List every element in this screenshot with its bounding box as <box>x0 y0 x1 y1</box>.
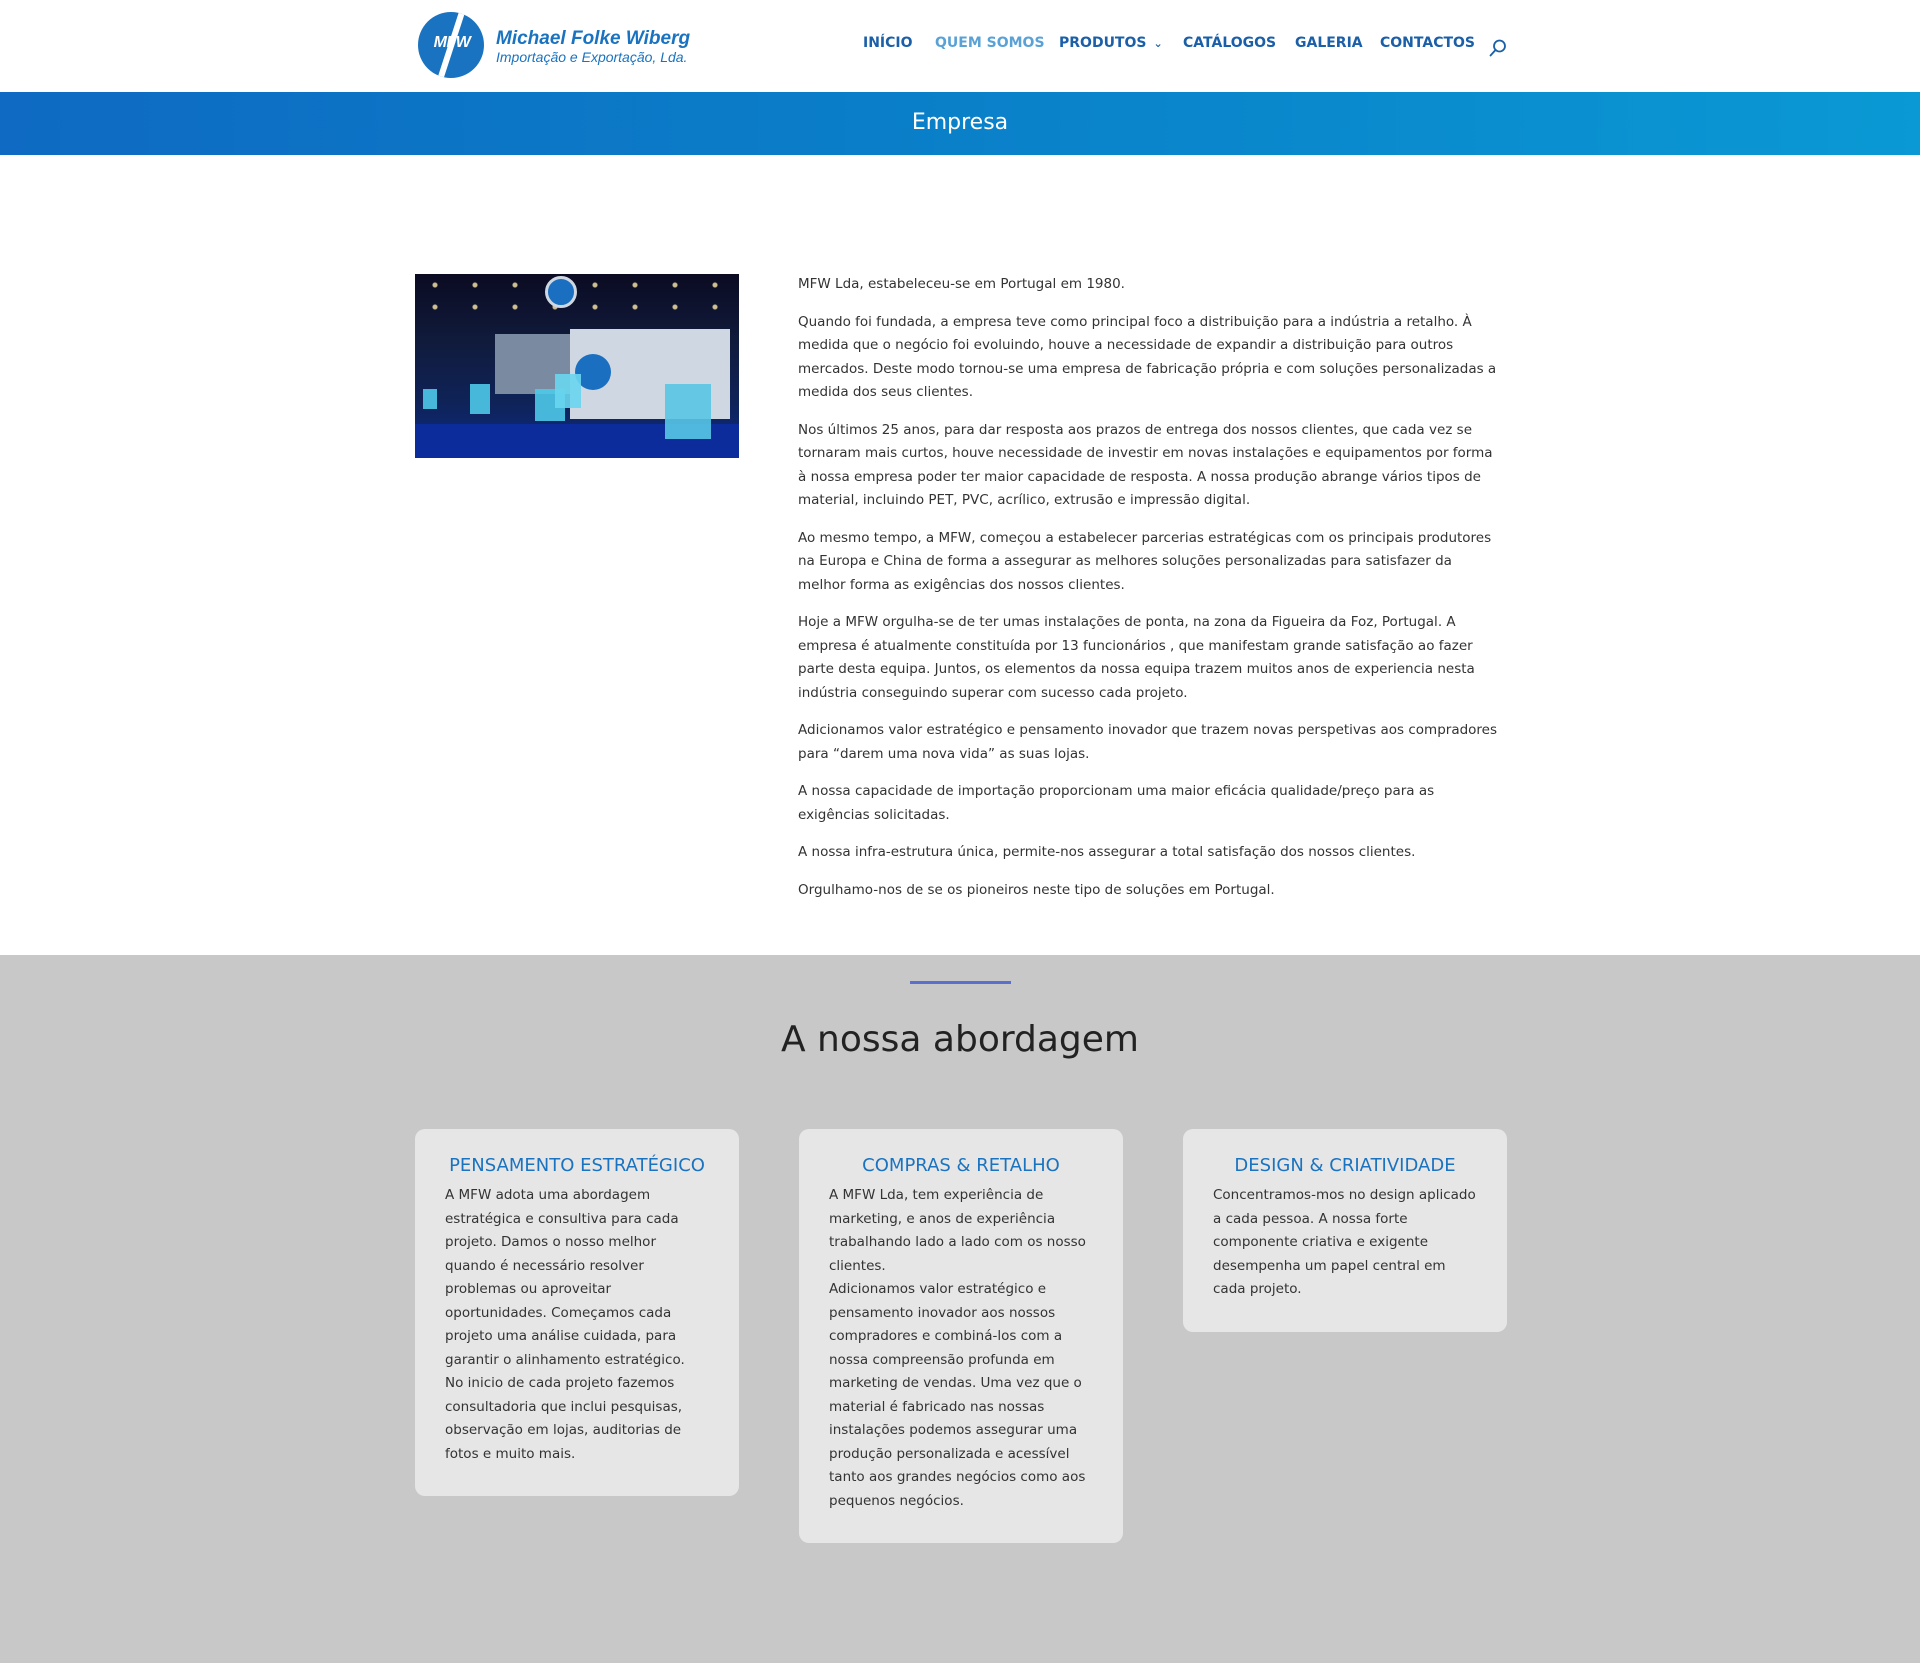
company-paragraph: Ao mesmo tempo, a MFW, começou a estabelecer parcerias estratégicas com os principais produtores na Europa e China de forma a assegurar as melhores soluções personalizadas para satisfazer da melhor forma as exigências dos nossos clientes. <box>798 529 1492 593</box>
card-text: Adicionamos valor estratégico e pensamento inovador aos nossos compradores e combiná-los com a nossa compreensão profunda em marketing de vendas. Uma vez que o material é fabricado nas nossas instalações podemos assegurar uma produção personalizada e acessível tanto aos grandes negócios como aos pequenos negócios. <box>829 1281 1086 1509</box>
company-section <box>0 155 1920 955</box>
hanging-logo-icon <box>545 276 577 308</box>
section-divider <box>910 981 1011 984</box>
company-paragraph: MFW Lda, estabeleceu-se em Portugal em 1980. <box>798 276 1125 292</box>
company-paragraph: A nossa infra-estrutura única, permite-nos assegurar a total satisfação dos nossos clientes. <box>798 844 1416 860</box>
card-title: COMPRAS & RETALHO <box>862 1155 1060 1176</box>
card-body <box>445 1184 709 1466</box>
display-case <box>665 384 711 439</box>
logo-initials: MFW <box>433 34 471 51</box>
logo-company-name: Michael Folke Wiberg <box>496 28 691 49</box>
display-case <box>423 389 437 409</box>
company-paragraph: Nos últimos 25 anos, para dar resposta aos prazos de entrega dos nossos clientes, que cada vez se tornaram mais curtos, houve necessidade de investir em novas instalações e equipamentos por forma à nossa empresa poder ter maior capacidade de resposta. A nossa produção abrange vários tipos de material, incluindo PET, PVC, acrílico, extrusão e impressão digital. <box>798 421 1493 508</box>
search-icon[interactable] <box>1489 39 1507 57</box>
nav-item-produtos[interactable] <box>1059 35 1163 51</box>
nav-item-produtos-label: PRODUTOS <box>1059 35 1147 51</box>
card-design-creativity <box>1183 1129 1507 1332</box>
card-text: Concentramos-mos no design aplicado a cada pessoa. A nossa forte componente criativa e exigente desempenha um papel central em cada projeto. <box>1213 1187 1476 1297</box>
display-case <box>470 384 490 414</box>
chevron-down-icon: ⌄ <box>1153 37 1163 50</box>
card-body <box>1213 1184 1477 1302</box>
nav-item-contactos[interactable]: CONTACTOS <box>1380 35 1475 51</box>
logo-company-subtitle: Importação e Exportação, Lda. <box>496 49 688 65</box>
trade-show-photo <box>415 274 739 458</box>
logo-emblem-icon <box>418 12 484 78</box>
site-header <box>0 0 1920 92</box>
card-strategic-thinking <box>415 1129 739 1496</box>
nav-item-catalogos[interactable]: CATÁLOGOS <box>1183 35 1277 51</box>
company-logo[interactable] <box>418 12 698 80</box>
company-paragraph: Hoje a MFW orgulha-se de ter umas instalações de ponta, na zona da Figueira da Foz, Portugal. A empresa é atualmente constituída por 13 funcionários , que manifestam grande satisfação ao fazer parte desta equipa. Juntos, os elementos da nossa equipa trazem muitos anos de experiencia nesta indústria conseguindo superar com sucesso cada projeto. <box>798 614 1475 701</box>
company-paragraph: Quando foi fundada, a empresa teve como principal foco a distribuição para a indústria a retalho. À medida que o negócio foi evoluindo, houve a necessidade de expandir a distribuição para outros mercados. Deste modo tornou-se uma empresa de fabricação própria e com soluções personalizadas a medida dos seus clientes. <box>798 313 1497 400</box>
ceiling-lights <box>415 274 739 324</box>
card-text: No inicio de cada projeto fazemos consultadoria que inclui pesquisas, observação em lojas, auditorias de fotos e muito mais. <box>445 1375 683 1462</box>
company-paragraph: Orgulhamo-nos de se os pioneiros neste tipo de soluções em Portugal. <box>798 881 1275 898</box>
company-description <box>798 273 1503 916</box>
company-paragraph: Adicionamos valor estratégico e pensamento inovador que trazem novas perspetivas aos compradores para “darem uma nova vida” as suas lojas. <box>798 722 1498 762</box>
card-text: A MFW adota uma abordagem estratégica e consultiva para cada projeto. Damos o nosso melhor quando é necessário resolver problemas ou aproveitar oportunidades. Começamos cada projeto uma análise cuidada, para garantir o alinhamento estratégico. <box>445 1187 685 1368</box>
nav-item-galeria[interactable]: GALERIA <box>1295 35 1363 51</box>
page-title-banner <box>0 92 1920 155</box>
nav-item-inicio[interactable]: INÍCIO <box>863 35 913 51</box>
company-paragraph: A nossa capacidade de importação proporcionam uma maior eficácia qualidade/preço para as exigências solicitadas. <box>798 783 1435 823</box>
card-purchasing-retail <box>799 1129 1123 1543</box>
display-case <box>555 374 581 408</box>
card-title: PENSAMENTO ESTRATÉGICO <box>449 1155 705 1176</box>
card-body <box>829 1184 1093 1513</box>
card-text: A MFW Lda, tem experiência de marketing, e anos de experiência trabalhando lado a lado com os nosso clientes. <box>829 1187 1086 1274</box>
nav-item-quem-somos[interactable]: QUEM SOMOS <box>935 35 1045 51</box>
card-title: DESIGN & CRIATIVIDADE <box>1234 1155 1456 1176</box>
approach-title: A nossa abordagem <box>780 1019 1139 1060</box>
page-title: Empresa <box>911 110 1009 135</box>
